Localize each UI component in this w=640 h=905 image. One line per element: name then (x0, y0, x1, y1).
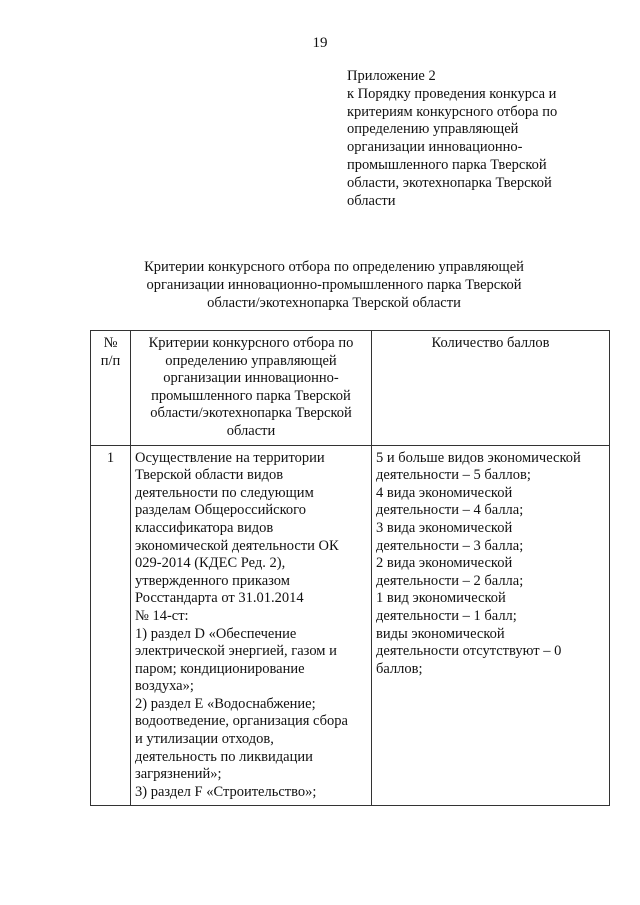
score-line: виды экономической (376, 625, 505, 642)
header-number-line: № (103, 335, 118, 351)
title-line: организации инновационно-промышленного парка Тверской (146, 277, 522, 293)
criteria-line: 029-2014 (КДЕС Ред. 2), (135, 555, 286, 572)
criteria-line: и утилизации отходов, (135, 731, 274, 748)
appendix-note (347, 68, 597, 210)
title-line: области/экотехнопарка Тверской области (207, 295, 461, 311)
criteria-line: экономической деятельности ОК (135, 537, 339, 554)
appendix-line: к Порядку проведения конкурса и (347, 85, 557, 102)
appendix-line: организации инновационно- (347, 139, 523, 156)
table-header-row (91, 331, 610, 446)
score-line: деятельности – 4 балла; (376, 502, 524, 519)
criteria-table (90, 330, 610, 806)
criteria-line: деятельности по следующим (135, 484, 314, 501)
appendix-line: Приложение 2 (347, 68, 436, 84)
header-number-cell (91, 331, 131, 446)
header-criteria-cell (131, 331, 372, 446)
appendix-line: промышленного парка Тверской (347, 156, 547, 173)
criteria-line: Осуществление на территории (135, 449, 325, 466)
score-line: деятельности отсутствуют – 0 (376, 643, 562, 660)
header-criteria-line: промышленного парка Тверской (151, 387, 351, 404)
score-line: 4 вида экономической (376, 484, 513, 501)
score-line: 3 вида экономической (376, 519, 513, 536)
table-row (91, 445, 610, 806)
score-line: деятельности – 1 балл; (376, 607, 517, 624)
page-number: 19 (312, 35, 328, 51)
header-score-line: Количество баллов (431, 335, 550, 351)
criteria-line: деятельность по ликвидации (135, 748, 313, 765)
criteria-line: № 14-ст: (135, 607, 189, 624)
criteria-line: воздуха»; (135, 678, 194, 695)
criteria-line: водоотведение, организация сбора (135, 713, 348, 730)
criteria-line: классификатора видов (135, 519, 274, 536)
header-score-cell (372, 331, 610, 446)
criteria-line: 3) раздел F «Строительство»; (135, 783, 317, 800)
header-criteria-line: Критерии конкурсного отбора по (148, 335, 354, 351)
header-criteria-line: организации инновационно- (163, 370, 339, 387)
criteria-line: утвержденного приказом (135, 572, 290, 589)
title-line: Критерии конкурсного отбора по определению управляющей (144, 259, 524, 275)
criteria-line: 1) раздел D «Обеспечение (135, 625, 297, 642)
row-number-cell: 1 (91, 445, 131, 806)
score-line: деятельности – 2 балла; (376, 572, 524, 589)
criteria-line: паром; кондиционирование (135, 660, 305, 677)
criteria-line: Тверской области видов (135, 467, 284, 484)
criteria-line: Росстандарта от 31.01.2014 (135, 590, 304, 607)
header-criteria-line: определению управляющей (165, 352, 337, 369)
score-line: деятельности – 3 балла; (376, 537, 524, 554)
appendix-line: определению управляющей (347, 121, 519, 138)
appendix-line: области (347, 192, 396, 209)
criteria-line: разделам Общероссийского (135, 502, 306, 519)
score-line: 5 и больше видов экономической (376, 449, 581, 466)
criteria-line: электрической энергией, газом и (135, 643, 337, 660)
appendix-line: области, экотехнопарка Тверской (347, 174, 552, 191)
header-criteria-line: области (226, 422, 276, 439)
score-line: деятельности – 5 баллов; (376, 467, 531, 484)
score-line: баллов; (376, 660, 423, 677)
header-criteria-line: области/экотехнопарка Тверской (150, 405, 352, 422)
header-number-line: п/п (100, 352, 121, 369)
row-score-cell (372, 445, 610, 806)
document-title (140, 258, 528, 312)
appendix-line: критериям конкурсного отбора по (347, 103, 558, 120)
score-line: 1 вид экономической (376, 590, 506, 607)
criteria-line: 2) раздел E «Водоснабжение; (135, 695, 316, 712)
row-criteria-cell (131, 445, 372, 806)
score-line: 2 вида экономической (376, 555, 513, 572)
criteria-line: загрязнений»; (135, 766, 222, 783)
